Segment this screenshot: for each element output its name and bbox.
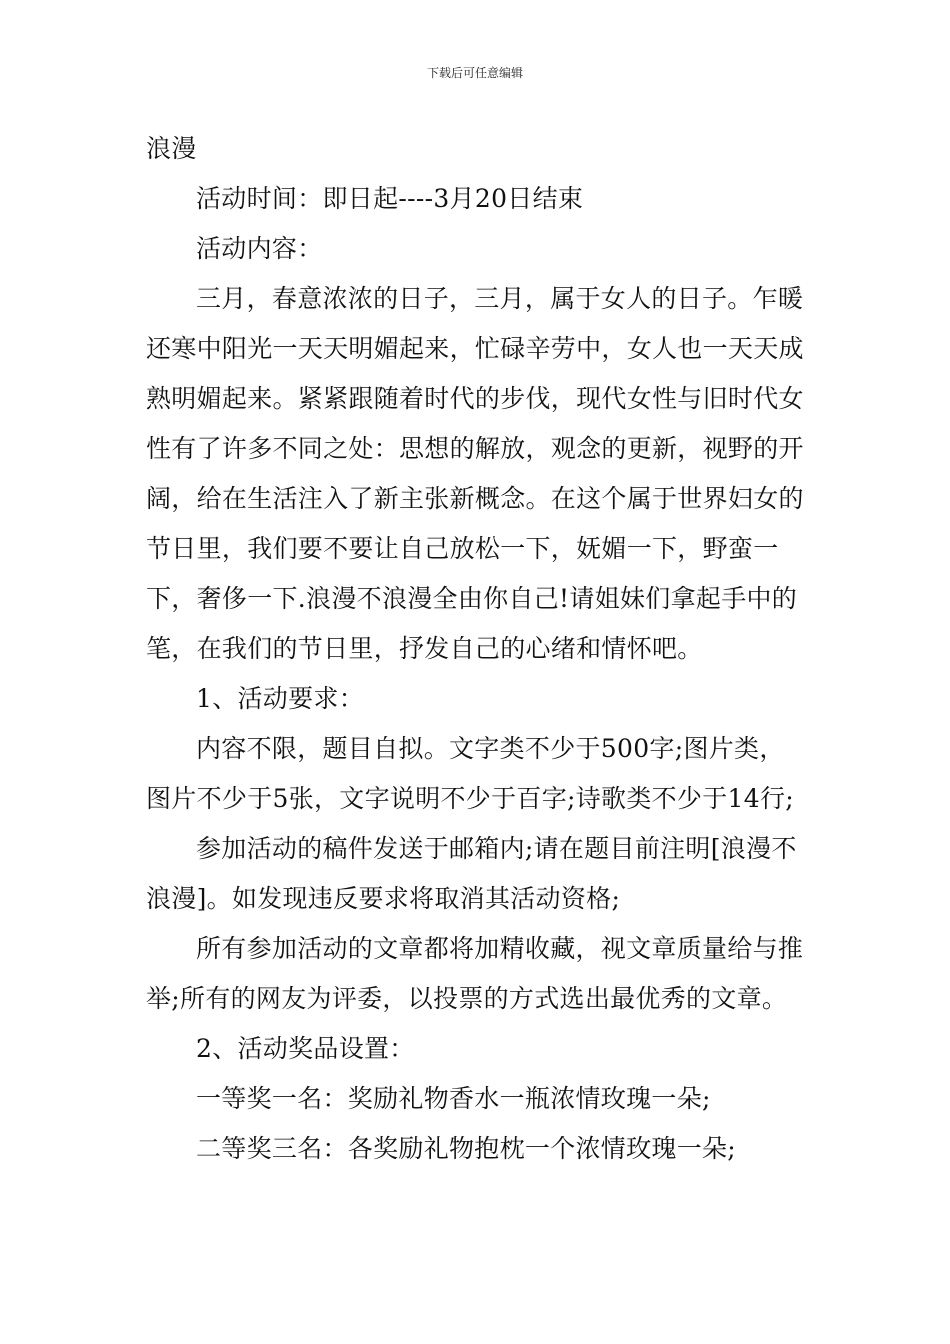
paragraph-activity-content-heading: 活动内容： [196,234,323,263]
document-body [146,124,806,1174]
paragraph-prizes-heading: 2、活动奖品设置： [196,1034,415,1063]
page-header: 下载后可任意编辑 [426,66,523,80]
paragraph-activity-time: 活动时间：即日起----3月20日结束 [196,184,584,213]
paragraph-first-prize: 一等奖一名：奖励礼物香水一瓶浓情玫瑰一朵; [196,1084,711,1113]
paragraph-activity-description: 三月，春意浓浓的日子，三月，属于女人的日子。乍暖还寒中阳光一天天明媚起来，忙碌辛劳中，女人也一天天成熟明媚起来。紧紧跟随着时代的步伐，现代女性与旧时代女性有了许多不同之处：思想的解放，观念的更新，视野的开阔，给在生活注入了新主张新概念。在这个属于世界妇女的节日里，我们要不要让自己放松一下，妩媚一下，野蛮一下，奢侈一下.浪漫不浪漫全由你自己!请姐妹们拿起手中的笔，在我们的节日里，抒发自己的心绪和情怀吧。 [146,284,804,663]
paragraph-selection-rules: 所有参加活动的文章都将加精收藏，视文章质量给与推举;所有的网友为评委，以投票的方式选出最优秀的文章。 [146,934,804,1013]
paragraph-requirements-heading: 1、活动要求： [196,684,365,713]
paragraph-requirements-content: 内容不限，题目自拟。文字类不少于500字;图片类，图片不少于5张，文字说明不少于百字;诗歌类不少于14行; [146,734,794,813]
paragraph-second-prize: 二等奖三名：各奖励礼物抱枕一个浓情玫瑰一朵; [196,1134,737,1163]
paragraph-title-fragment: 浪漫 [146,134,197,163]
paragraph-submission-rules: 参加活动的稿件发送于邮箱内;请在题目前注明[浪漫不浪漫]。如发现违反要求将取消其活动资格; [146,834,797,913]
